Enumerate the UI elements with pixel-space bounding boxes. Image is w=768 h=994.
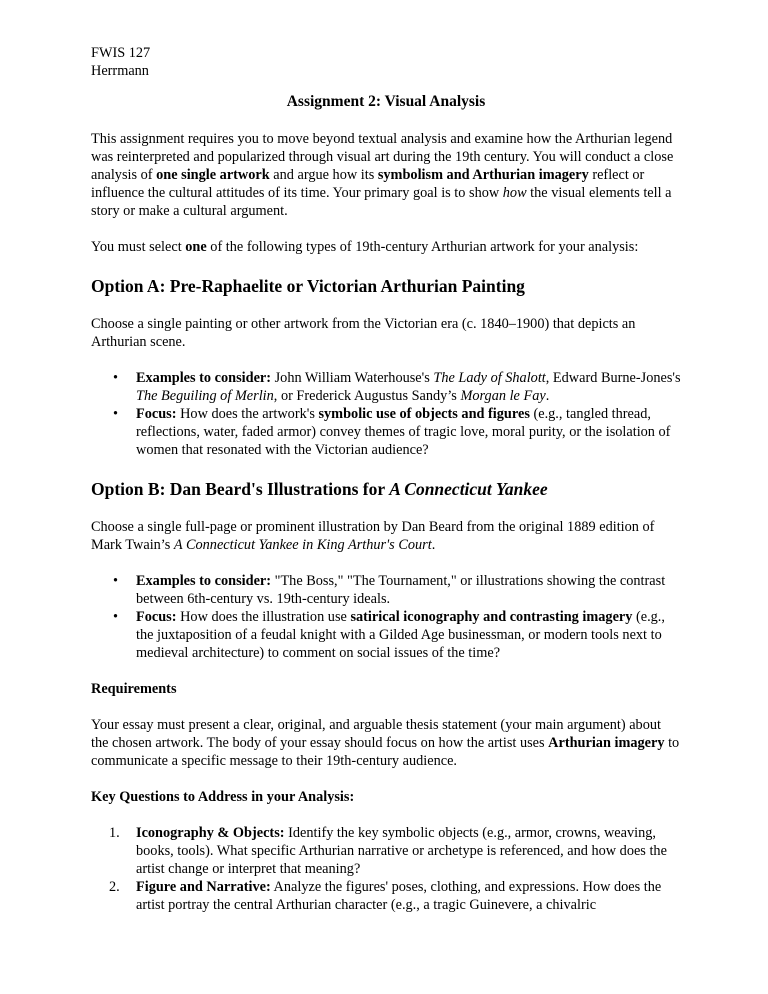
list-item: • Focus: How does the illustration use satirical iconography and contrasting imagery (e.g., the juxtaposition of a feudal knight with a Gilded Age businessman, or modern tools next to medieval architecture) to comment on social issues of the time? bbox=[113, 609, 665, 661]
bullet-icon: • bbox=[113, 370, 119, 386]
option-b-list bbox=[91, 572, 681, 662]
bullet-icon: • bbox=[113, 573, 119, 589]
assignment-title: Assignment 2: Visual Analysis bbox=[286, 93, 486, 110]
intro-paragraph: This assignment requires you to move beyond textual analysis and examine how the Arthurian legend was reinterpreted and popularized through visual art during the 19th century. You will conduct a close analysis of one single artwork and argue how its symbolism and Arthurian imagery reflect or influence the cultural attitudes of its time. Your primary goal is to show how the visual elements tell a story or make a cultural argument. bbox=[91, 131, 674, 219]
bullet-icon: • bbox=[113, 406, 119, 422]
option-b-heading: Option B: Dan Beard's Illustrations for A Connecticut Yankee bbox=[91, 479, 548, 499]
option-a-heading: Option A: Pre-Raphaelite or Victorian Arthurian Painting bbox=[91, 276, 525, 296]
option-a-list bbox=[91, 369, 681, 459]
document-content bbox=[91, 44, 681, 914]
course-code: FWIS 127 bbox=[91, 45, 151, 61]
questions-heading: Key Questions to Address in your Analysis: bbox=[91, 789, 355, 805]
list-item: • Examples to consider: John William Waterhouse's The Lady of Shalott, Edward Burne-Jones's The Beguiling of Merlin, or Frederick Augustus Sandy’s Morgan le Fay. bbox=[113, 370, 681, 404]
requirements-heading: Requirements bbox=[91, 681, 177, 697]
list-item: • Examples to consider: "The Boss," "The Tournament," or illustrations showing the contrast between 6th-century vs. 19th-century ideals. bbox=[113, 573, 666, 607]
option-a-description: Choose a single painting or other artwork from the Victorian era (c. 1840–1900) that depicts an Arthurian scene. bbox=[91, 316, 636, 350]
option-b-description: Choose a single full-page or prominent illustration by Dan Beard from the original 1889 edition of Mark Twain’s A Connecticut Yankee in King Arthur's Court. bbox=[91, 519, 655, 553]
bullet-icon: • bbox=[113, 609, 119, 625]
select-instruction: You must select one of the following types of 19th-century Arthurian artwork for your analysis: bbox=[91, 239, 639, 255]
list-item: • Focus: How does the artwork's symbolic use of objects and figures (e.g., tangled thread, reflections, water, faded armor) convey themes of tragic love, moral purity, or the isolation of women that resonated with the Victorian audience? bbox=[113, 406, 671, 458]
instructor-name: Herrmann bbox=[91, 63, 149, 79]
list-item: 2. Figure and Narrative: Analyze the figures' poses, clothing, and expressions. How does the artist portray the central Arthurian character (e.g., a tragic Guinevere, a chivalric bbox=[109, 879, 662, 913]
list-item: 1. Iconography & Objects: Identify the key symbolic objects (e.g., armor, crowns, weaving, books, tools). What specific Arthurian narrative or archetype is referenced, and how does the artist change or interpret that meaning? bbox=[109, 825, 667, 877]
questions-list bbox=[91, 824, 681, 914]
requirements-paragraph: Your essay must present a clear, original, and arguable thesis statement (your main argument) about the chosen artwork. The body of your essay should focus on how the artist uses Arthurian imagery to communicate a specific message to their 19th-century audience. bbox=[91, 717, 680, 769]
